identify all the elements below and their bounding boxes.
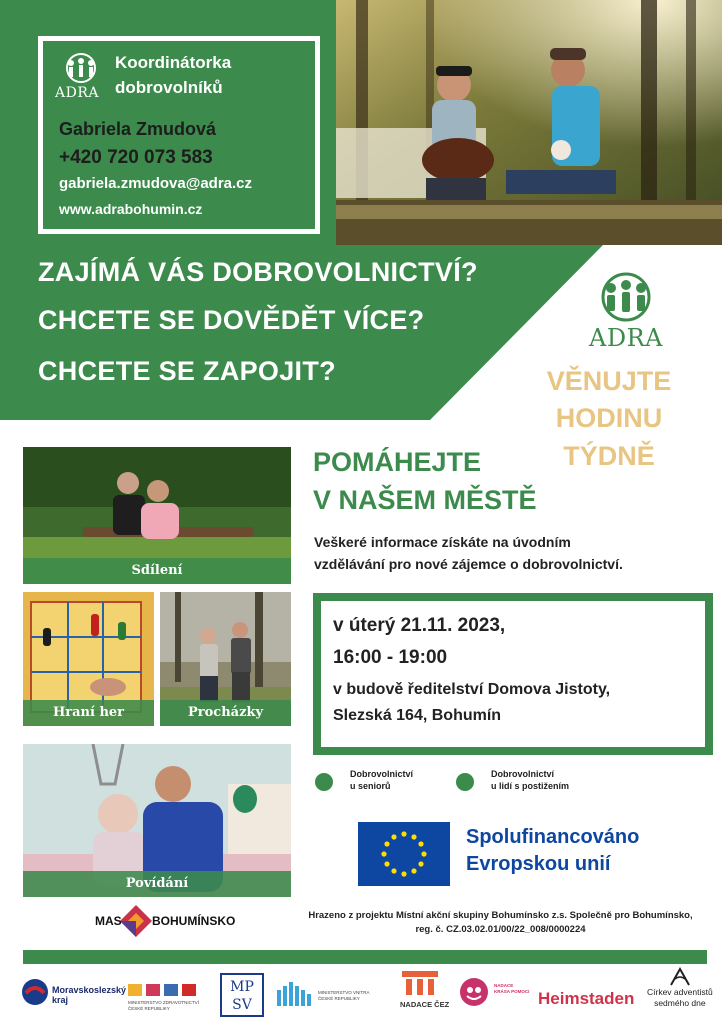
adventist-logo-text: Církev adventistů sedmého dne [647, 987, 713, 1008]
eu-line1: Spolufinancováno [466, 826, 640, 848]
contact-title-line2: dobrovolníků [115, 78, 223, 97]
contact-website[interactable]: www.adrabohumin.cz [59, 201, 203, 217]
krasa-logo-icon [459, 977, 489, 1007]
event-place2: Slezská 164, Bohumín [333, 707, 502, 724]
adra-logo-icon [593, 272, 659, 322]
krasa-logo-text: NADACE KRÁSA POMOCI [494, 983, 530, 994]
help-line2: V NAŠEM MĚSTĚ [313, 485, 537, 515]
mas-logo-left: MAS [95, 914, 122, 928]
mvcr-logo-icon [277, 982, 313, 1006]
mzcr-logo-text: MINISTERSTVO ZDRAVOTNICTVÍ ČESKÉ REPUBLIKY [128, 1000, 199, 1011]
photo-walks [160, 592, 291, 726]
caption-walks: Procházky [160, 700, 291, 726]
photo-talking [23, 744, 291, 897]
contact-phone[interactable]: +420 720 073 583 [59, 147, 213, 168]
event-box [313, 593, 713, 755]
hero-photo [336, 0, 722, 245]
adra-small-logo-text: ADRA [55, 85, 99, 101]
legend-dot-seniors [315, 773, 333, 791]
help-line1: POMÁHEJTE [313, 447, 482, 477]
adra-small-icon [57, 53, 105, 83]
eu-line2: Evropskou unií [466, 853, 611, 875]
mpsv-logo: MP SV [220, 973, 264, 1017]
info-line1: Veškeré informace získáte na úvodním [314, 534, 571, 550]
photo-games [23, 592, 154, 726]
adventist-logo-icon [669, 967, 691, 987]
funding-text: Hrazeno z projektu Místní akční skupiny Bohumínsko z.s. Společně pro Bohumínsko, reg. č. CZ.03.02.01/00/22_008/0000224 [308, 910, 693, 935]
caption-games: Hraní her [23, 700, 154, 726]
contact-email[interactable]: gabriela.zmudova@adra.cz [59, 175, 253, 192]
legend-seniors: Dobrovolnictví u seniorů [350, 769, 414, 791]
contact-card [38, 36, 320, 234]
legend-disabled: Dobrovolnictví u lidí s postižením [491, 769, 570, 791]
slogan-line1: VĚNUJTE [546, 366, 672, 396]
heimstaden-logo: Heimstaden [538, 989, 635, 1008]
mas-logo-right: BOHUMÍNSKO [152, 914, 236, 928]
adra-logo-text: ADRA [589, 324, 663, 352]
slogan-line2: HODINU [555, 403, 663, 433]
headline-2: CHCETE SE DOVĚDĚT VÍCE? [38, 305, 425, 335]
mzcr-logo-icon [128, 980, 198, 998]
caption-sharing: Sdílení [23, 558, 291, 584]
cez-logo-text: NADACE ČEZ [400, 1000, 450, 1009]
event-time: 16:00 - 19:00 [333, 647, 448, 668]
mvcr-logo-text: MINISTERSTVO VNITRA ČESKÉ REPUBLIKY [318, 990, 370, 1001]
eu-flag-icon [358, 822, 450, 886]
cez-logo-icon [402, 971, 438, 995]
headline-3: CHCETE SE ZAPOJIT? [38, 356, 336, 386]
headline-1: ZAJÍMÁ VÁS DOBROVOLNICTVÍ? [38, 257, 478, 287]
msk-logo-text: Moravskoslezský kraj [52, 985, 127, 1005]
event-date: v úterý 21.11. 2023, [333, 615, 506, 636]
caption-talking: Povídání [23, 871, 291, 897]
msk-logo-icon [20, 977, 50, 1007]
contact-name: Gabriela Zmudová [59, 119, 217, 139]
footer-bar [23, 950, 707, 964]
mas-logo-icon [118, 903, 154, 939]
event-place1: v budově ředitelství Domova Jistoty, [333, 681, 611, 698]
slogan-line3: TÝDNĚ [563, 441, 655, 471]
legend-dot-disabled [456, 773, 474, 791]
info-line2: vzdělávání pro nové zájemce o dobrovolnictví. [314, 556, 623, 572]
photo-sharing [23, 447, 291, 584]
contact-title-line1: Koordinátorka [115, 53, 232, 72]
